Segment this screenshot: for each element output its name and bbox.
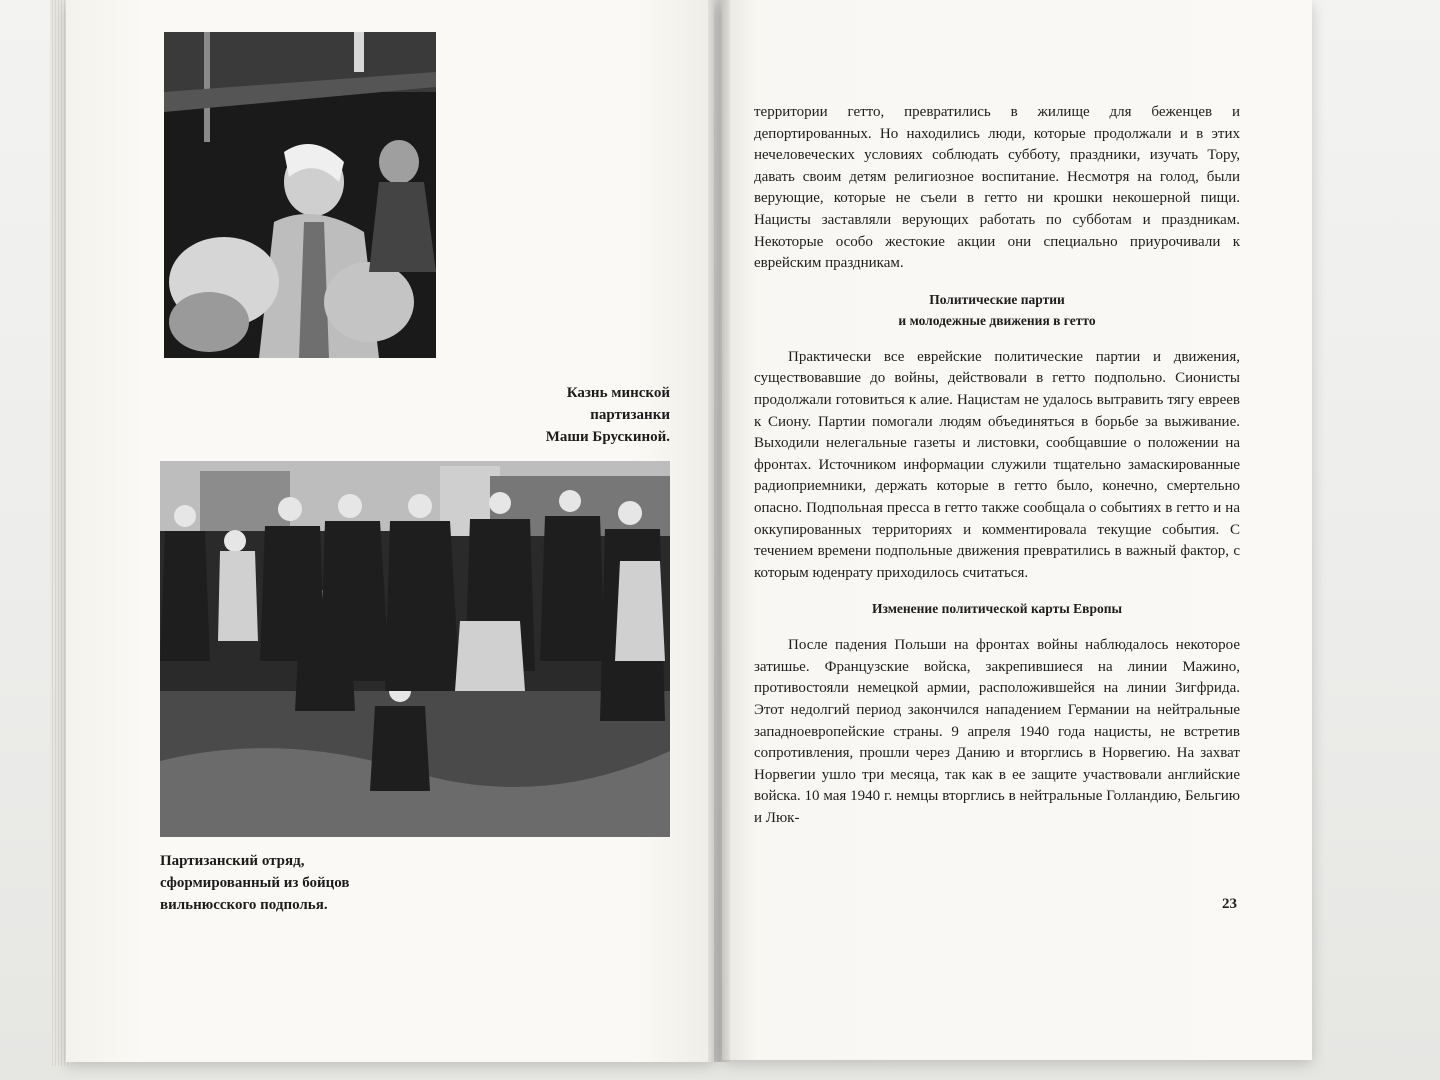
partisan-caption [160, 850, 480, 916]
heading-line: и молодежные движения в гетто [898, 312, 1096, 328]
caption-line: Маши Брускиной. [545, 429, 670, 445]
caption-line: Партизанский отряд, [160, 853, 305, 869]
paragraph: После падения Польши на фронтах войны наблюдалось некоторое затишье. Французские войска, закрепившиеся на линии Мажино, противостояли немецкой армии, расположившейся на линии Зигфрида. Этот недолгий период закончился нападением Германии на нейтральные западноевропейские страны. 9 апреля 1940 года нацисты, не встретив сопротивления, прошли через Данию и вторглись в Норвегию. На захват Норвегии ушло три месяца, так как в ее защите участвовали английские войска. 10 мая 1940 г. немцы вторглись в нейтральные Голландию, Бельгию и Люк- [754, 637, 1240, 827]
section-heading-political-parties [754, 289, 1240, 331]
page-number: 23 [1222, 896, 1237, 912]
paragraph: территории гетто, превратились в жилище для беженцев и депортированных. Но находились люди, которые продолжали и в этих нечеловеческих условиях соблюдать субботу, праздники, изучать Тору, давать своим детям религиозное воспитание. Несмотря на голод, были верующие, которые не съели в гетто ни крошки некошерной пищи. Нацисты заставляли верующих работать по субботам и праздникам. Некоторые особо жестокие акции они специально приурочивали к еврейским праздникам. [754, 104, 1240, 272]
book-gutter [708, 0, 730, 1062]
execution-photo [164, 32, 436, 358]
heading-line: Политические партии [929, 291, 1065, 307]
caption-line: партизанки [590, 407, 670, 423]
caption-line: Казнь минской [566, 385, 670, 401]
partisan-group-photo [160, 461, 670, 837]
caption-line: сформированный из бойцов [160, 875, 350, 891]
execution-photo-icon [164, 32, 436, 358]
section-heading-europe-map [754, 598, 1240, 619]
body-text [754, 102, 1240, 830]
paragraph: Практически все еврейские политические партии и движения, существовавшие до войны, действовали в гетто подпольно. Сионисты продолжали готовиться к алие. Нацистам не удалось вытравить тягу евреев к Сиону. Партии помогали людям объединяться в борьбе за выживание. Выходили нелегальные газеты и листовки, сообщавшие о положении на фронтах. Источником информации служили тщательно замаскированные радиоприемники, держать которые в гетто было, конечно, смертельно опасно. Подпольная пресса в гетто также сообщала о событиях в гетто и на оккупированных территориях и комментировала текущие события. С течением времени подпольные движения превратились в важный фактор, с которым юденрату приходилось считаться. [754, 348, 1240, 581]
partisan-group-photo-icon [160, 461, 670, 837]
execution-caption [480, 382, 670, 448]
caption-line: вильнюсского подполья. [160, 897, 328, 913]
heading-line: Изменение политической карты Европы [871, 601, 1123, 617]
